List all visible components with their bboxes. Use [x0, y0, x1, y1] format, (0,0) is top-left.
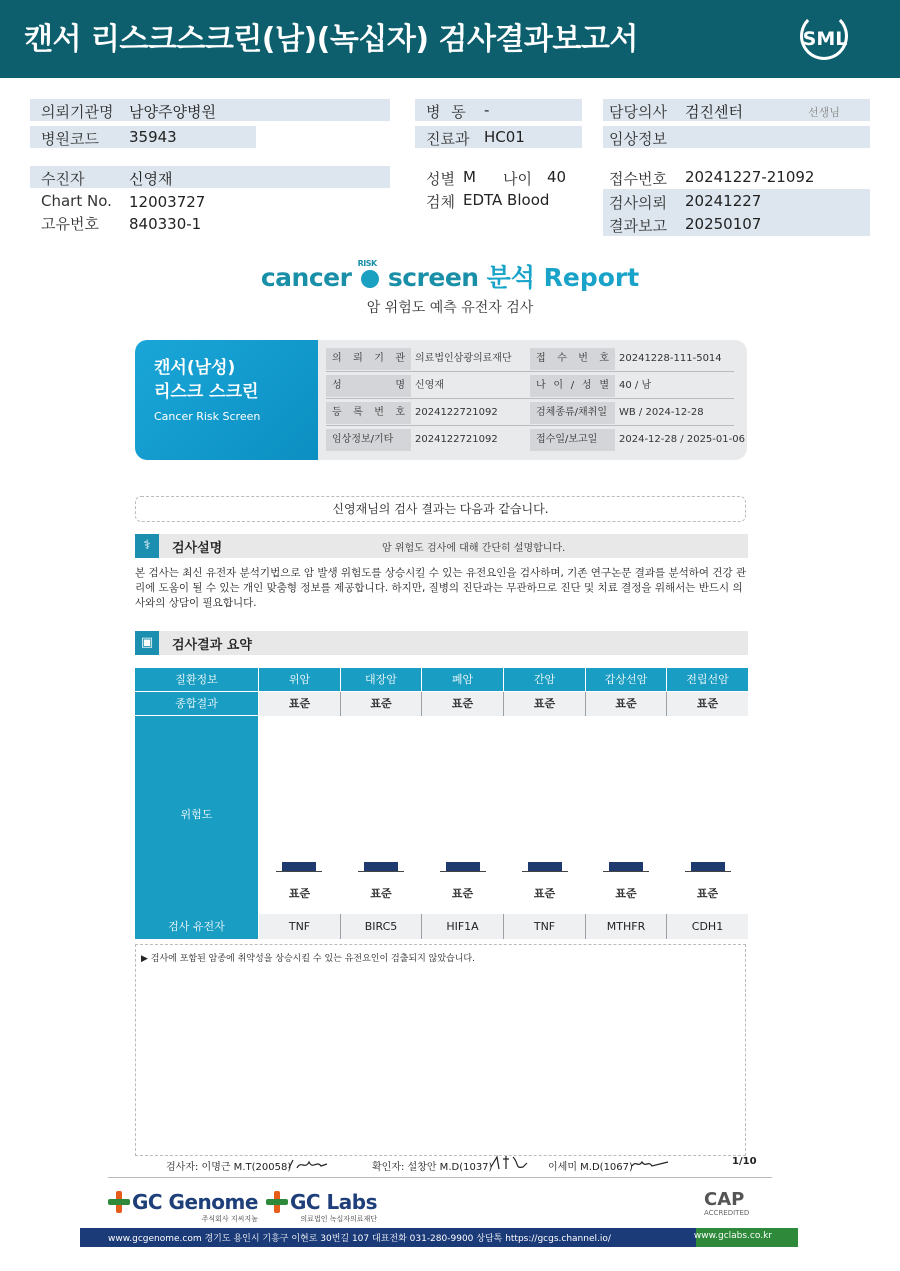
institution-value: 남양주양병원 [129, 103, 216, 121]
note-text: ▶ 검사에 포함된 암종에 취약성을 상승시킬 수 있는 유전요인이 검출되지 않았습니다. [141, 954, 475, 964]
stethoscope-icon: ⚕ [135, 534, 159, 558]
result-greeting: 신영재님의 검사 결과는 다음과 같습니다. [135, 496, 746, 522]
gene-cell: BIRC5 [341, 914, 421, 939]
card-key-clinical: 임상정보/기타 [326, 429, 411, 451]
test-info-card [135, 340, 747, 460]
footer-right-url[interactable]: www.gclabs.co.kr [693, 1231, 772, 1241]
card-key-name: 성 명 [326, 375, 411, 397]
card-val-name: 신영재 [415, 380, 444, 391]
card-title-panel [135, 340, 318, 460]
ward-value: - [484, 101, 490, 119]
institution-label: 의뢰기관명 [41, 103, 114, 121]
specimen-value: EDTA Blood [463, 191, 550, 209]
disease-cell: 간암 [504, 668, 585, 691]
description-text: 본 검사는 최신 유전자 분석기법으로 암 발생 위험도를 상승시킬 수 있는 유전요인을 검사하며, 기존 연구논문 결과를 분석하여 건강 관리에 도움이 될 수 있는 개인 맞춤형 정보를 제공합니다. 하지만, 질병의 진단과는 무관하므로 진단 및 치료 결정을 위해서는 반드시 의사와의 상담이 필요합니다. [135, 567, 747, 609]
patient-label: 수진자 [41, 170, 85, 188]
logo-cancer: cancer [260, 263, 352, 292]
receipt-label: 접수번호 [609, 170, 667, 188]
disease-cell: 폐암 [422, 668, 503, 691]
column-divider [585, 914, 586, 939]
disease-cell: 위암 [259, 668, 340, 691]
tester-signature-mark [287, 1156, 329, 1172]
risk-level-text: 표준 [288, 887, 311, 900]
request-value: 20241227 [685, 192, 762, 210]
cap-sub: ACCREDITED [704, 1209, 750, 1217]
tested-gene-label: 검사 유전자 [135, 914, 258, 939]
risk-level-text: 표준 [533, 887, 556, 900]
card-key-specimen: 검체종류/채취일 [530, 402, 615, 424]
risk-bar [528, 862, 562, 871]
card-key-receipt: 접 수 번 호 [530, 348, 615, 370]
chart-value: 12003727 [129, 193, 206, 211]
overall-result-cell: 표준 [667, 692, 748, 716]
logo-risk: RISK [357, 259, 377, 268]
overall-result-cell: 표준 [259, 692, 340, 716]
logo-screen: screen [387, 263, 479, 292]
column-divider [585, 692, 586, 716]
page-number: 1/10 [732, 1156, 757, 1167]
gene-cell: MTHFR [586, 914, 666, 939]
notes-box [135, 944, 746, 1156]
report-value: 20250107 [685, 215, 762, 233]
overall-result-cell: 표준 [586, 692, 666, 716]
card-key-institution: 의 뢰 기 관 [326, 348, 411, 370]
gc-genome-logo [108, 1190, 258, 1224]
risk-bar-baseline [358, 871, 404, 872]
request-label: 검사의뢰 [609, 194, 667, 212]
gc-labs-sub: 의료법인 녹십자의료재단 [300, 1215, 378, 1223]
overall-result-label: 종합결과 [135, 692, 258, 715]
column-divider [340, 692, 341, 716]
doctor-value: 검진센터 [685, 103, 743, 121]
gene-cell: HIF1A [422, 914, 503, 939]
confirmer2-signature-mark [630, 1158, 670, 1170]
id-value: 840330-1 [129, 215, 202, 233]
cap-text: CAP [704, 1189, 745, 1210]
card-title-line2: 리스크 스크린 [154, 382, 259, 402]
footer-bar [80, 1228, 798, 1247]
age-value: 40 [547, 168, 567, 186]
confirmer-signature: 확인자: 설창안 M.D(1037) [372, 1162, 493, 1173]
age-label: 나이 [503, 170, 532, 188]
card-key-age-sex: 나 이 / 성 별 [530, 375, 615, 397]
risk-bar-baseline [440, 871, 486, 872]
card-val-reg: 2024122721092 [415, 407, 498, 418]
sex-label: 성별 [426, 170, 455, 188]
column-divider [421, 914, 422, 939]
column-divider [666, 914, 667, 939]
department-label: 진료과 [426, 130, 470, 148]
patient-value: 신영재 [129, 170, 173, 188]
overall-result-cell: 표준 [504, 692, 585, 716]
section-description-subtitle: 암 위험도 검사에 대해 간단히 설명합니다. [382, 543, 566, 554]
column-divider [340, 914, 341, 939]
report-header [0, 0, 900, 78]
cap-accredited-logo [704, 1189, 750, 1217]
column-divider [421, 692, 422, 716]
card-val-dates: 2024-12-28 / 2025-01-06 [619, 434, 745, 445]
risk-level-text: 표준 [451, 887, 474, 900]
card-val-clinical: 2024122721092 [415, 434, 498, 445]
hospital-code-value: 35943 [129, 128, 177, 146]
confirmer2-signature: 이세미 M.D(1067) [548, 1162, 633, 1173]
tester-signature: 검사자: 이명근 M.T(20058) [166, 1162, 292, 1173]
overall-result-cell: 표준 [341, 692, 421, 716]
chart-label: Chart No. [41, 192, 112, 210]
overall-result-cell: 표준 [422, 692, 503, 716]
card-val-institution: 의료법인삼광의료재단 [415, 353, 512, 364]
footer-left-url[interactable]: www.gcgenome.com 경기도 용인시 기흥구 이현로 30번길 107 대표전화 031-280-9900 상담톡 https://gcgs.channel.io/ [108, 1234, 611, 1244]
section-summary-header [135, 631, 748, 655]
logo-text: SML [802, 28, 848, 50]
risk-bar [282, 862, 316, 871]
column-divider [503, 692, 504, 716]
gc-labs-name: GC Labs [290, 1190, 378, 1214]
card-key-reg: 등 록 번 호 [326, 402, 411, 424]
folder-icon: ▣ [135, 631, 159, 655]
risk-level-text: 표준 [696, 887, 719, 900]
report-label: 결과보고 [609, 217, 667, 235]
doctor-label: 담당의사 [609, 103, 667, 121]
doctor-suffix: 선생님 [808, 106, 840, 119]
card-divider [326, 371, 734, 372]
risk-bar [691, 862, 725, 871]
gene-cell: CDH1 [667, 914, 748, 939]
gc-labs-logo [266, 1190, 377, 1224]
card-key-dates: 접수일/보고일 [530, 429, 615, 451]
disease-cell: 대장암 [341, 668, 421, 691]
risk-bar [446, 862, 480, 871]
card-divider [326, 398, 734, 399]
risk-bar [364, 862, 398, 871]
signature-divider [108, 1177, 772, 1178]
disease-cell: 갑상선암 [586, 668, 666, 691]
card-val-receipt: 20241228-111-5014 [619, 353, 722, 364]
id-label: 고유번호 [41, 215, 99, 233]
disease-cell: 전립선암 [667, 668, 748, 691]
confirmer-signature-mark [489, 1153, 529, 1173]
section-description-header [135, 534, 748, 558]
logo-analysis: 분석 Report [486, 263, 640, 292]
gene-cell: TNF [259, 914, 340, 939]
section-summary-title: 검사결과 요약 [172, 638, 252, 653]
receipt-value: 20241227-21092 [685, 168, 815, 186]
risk-bar-baseline [603, 871, 649, 872]
gc-genome-sub: 주식회사 지씨지놈 [201, 1215, 258, 1223]
report-title: 캔서 리스크스크린(남)(녹십자) 검사결과보고서 [24, 22, 638, 57]
cancer-screen-logo [0, 258, 900, 294]
ward-label: 병 동 [426, 103, 469, 121]
specimen-label: 검체 [426, 193, 455, 211]
risk-level-text: 표준 [615, 887, 637, 900]
risk-bar-baseline [685, 871, 731, 872]
department-value: HC01 [484, 128, 525, 146]
column-divider [666, 692, 667, 716]
gc-genome-name: GC Genome [132, 1190, 258, 1214]
gc-plus-icon [108, 1191, 130, 1213]
risk-level-text: 표준 [370, 887, 392, 900]
card-val-specimen: WB / 2024-12-28 [619, 407, 704, 418]
risk-bar-baseline [522, 871, 568, 872]
risk-bar-baseline [276, 871, 322, 872]
risk-bar [609, 862, 643, 871]
risk-dot-icon [357, 259, 379, 288]
card-divider [326, 425, 734, 426]
gene-cell: TNF [504, 914, 585, 939]
disease-info-label: 질환정보 [135, 668, 258, 691]
sml-logo [796, 12, 854, 64]
gc-plus-icon [266, 1191, 288, 1213]
logo-cancer-word [260, 259, 479, 292]
card-subtitle: Cancer Risk Screen [154, 410, 261, 423]
hospital-code-label: 병원코드 [41, 130, 99, 148]
card-title-line1: 캔서(남성) [154, 358, 236, 378]
card-val-age-sex: 40 / 남 [619, 380, 652, 391]
report-subtitle: 암 위험도 예측 유전자 검사 [366, 300, 534, 316]
sex-value: M [463, 168, 476, 186]
clinical-label: 임상정보 [609, 130, 667, 148]
section-description-title: 검사설명 [172, 541, 223, 556]
risk-level-label: 위험도 [135, 716, 258, 914]
column-divider [503, 914, 504, 939]
